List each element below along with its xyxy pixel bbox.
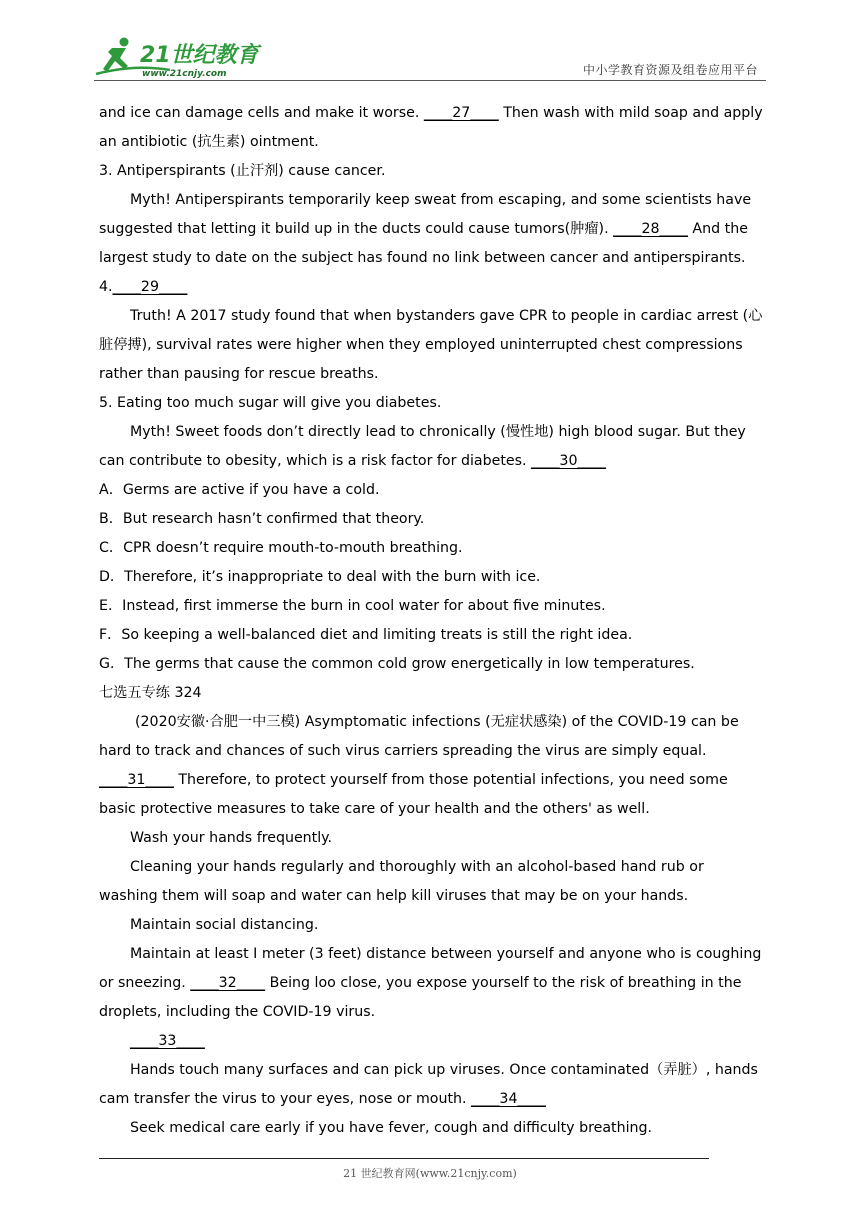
line-text: A．Germs are active if you have a cold. <box>99 482 380 498</box>
line-text: and ice can damage cells and make it worse. <box>99 105 424 121</box>
line-text: 3. Antiperspirants (止汗剂) cause cancer. <box>99 163 386 179</box>
text-line <box>99 882 765 911</box>
logo-url-text: www.21cnjy.com <box>142 69 227 79</box>
text-line <box>99 940 765 969</box>
text-line <box>99 563 765 592</box>
text-line <box>99 273 765 302</box>
text-line <box>99 534 765 563</box>
answer-blank: ____32____ <box>190 975 266 991</box>
line-text: Cleaning your hands regularly and thoroughly with an alcohol-based hand rub or <box>130 859 704 875</box>
header-platform-text: 中小学教育资源及组卷应用平台 <box>582 63 758 77</box>
text-line <box>99 679 765 708</box>
answer-blank: ____31____ <box>99 772 174 788</box>
answer-blank: ____28____ <box>613 221 688 237</box>
text-line <box>99 592 765 621</box>
text-line <box>99 418 765 447</box>
header-divider <box>94 80 766 81</box>
text-line <box>99 621 765 650</box>
line-text: (2020安徽·合肥一中三模) Asymptomatic infections (无症状感染) of the COVID-19 can be <box>135 714 739 730</box>
text-line <box>99 331 765 360</box>
answer-blank: ____27____ <box>423 105 499 121</box>
running-man-logo-icon <box>94 34 264 80</box>
footer-divider <box>99 1158 709 1159</box>
line-text: Maintain at least I meter (3 feet) distance between yourself and anyone who is coughing <box>130 946 762 962</box>
answer-blank: ____29____ <box>112 279 188 295</box>
text-line <box>99 1085 765 1114</box>
line-text: Hands touch many surfaces and can pick up viruses. Once contaminated（弄脏）, hands <box>130 1062 758 1078</box>
answer-blank: ____30____ <box>531 453 606 469</box>
line-text: rather than pausing for rescue breaths. <box>99 366 379 382</box>
line-text: D．Therefore, it’s inappropriate to deal with the burn with ice. <box>99 569 541 585</box>
line-text: can contribute to obesity, which is a risk factor for diabetes. <box>99 453 532 469</box>
line-text: E．Instead, first immerse the burn in cool water for about five minutes. <box>99 598 606 614</box>
line-text: largest study to date on the subject has found no link between cancer and antiperspirants. <box>99 250 746 266</box>
logo-text: 21世纪教育 <box>140 43 259 68</box>
line-text: F．So keeping a well-balanced diet and limiting treats is still the right idea. <box>99 627 633 643</box>
line-text: 脏停搏), survival rates were higher when they employed uninterrupted chest compressions <box>99 337 743 353</box>
text-line <box>99 157 765 186</box>
line-text: Myth! Antiperspirants temporarily keep sweat from escaping, and some scientists have <box>130 192 752 208</box>
text-line <box>99 708 765 737</box>
line-text: or sneezing. <box>99 975 191 991</box>
line-text: droplets, including the COVID-19 virus. <box>99 1004 376 1020</box>
footer-text: 21 世纪教育网(www.21cnjy.com) <box>343 1167 517 1180</box>
answer-blank: ____33____ <box>130 1033 205 1049</box>
text-line <box>99 215 765 244</box>
logo <box>94 34 264 80</box>
text-line <box>99 1056 765 1085</box>
line-text: washing them will soap and water can help kill viruses that may be on your hands. <box>99 888 689 904</box>
text-line <box>99 737 765 766</box>
text-line <box>99 911 765 940</box>
text-line <box>99 99 765 128</box>
line-text: C．CPR doesn’t require mouth-to-mouth breathing. <box>99 540 463 556</box>
text-line <box>99 505 765 534</box>
text-line <box>99 302 765 331</box>
line-text: And the <box>687 221 748 237</box>
line-text: cam transfer the virus to your eyes, nose or mouth. <box>99 1091 472 1107</box>
text-line <box>99 969 765 998</box>
text-line <box>99 824 765 853</box>
answer-blank: ____34____ <box>471 1091 546 1107</box>
line-text: Wash your hands frequently. <box>130 830 333 846</box>
text-line <box>99 1114 765 1143</box>
text-line <box>99 128 765 157</box>
text-line <box>99 360 765 389</box>
text-line <box>99 766 765 795</box>
line-text: G．The germs that cause the common cold grow energetically in low temperatures. <box>99 656 695 672</box>
text-line <box>99 853 765 882</box>
line-text: Therefore, to protect yourself from those potential infections, you need some <box>173 772 728 788</box>
page-header <box>94 34 766 80</box>
text-line <box>99 447 765 476</box>
line-text: 七选五专练 324 <box>99 685 202 701</box>
line-text: Seek medical care early if you have fever, cough and difficulty breathing. <box>130 1120 653 1136</box>
line-text: basic protective measures to take care of your health and the others' as well. <box>99 801 650 817</box>
line-text: Then wash with mild soap and apply <box>498 105 763 121</box>
line-text: Maintain social distancing. <box>130 917 319 933</box>
line-text: B．But research hasn’t confirmed that theory. <box>99 511 425 527</box>
line-text: Myth! Sweet foods don’t directly lead to chronically (慢性地) high blood sugar. But they <box>130 424 746 440</box>
line-text: 5. Eating too much sugar will give you diabetes. <box>99 395 442 411</box>
line-text: an antibiotic (抗生素) ointment. <box>99 134 319 150</box>
text-line <box>99 389 765 418</box>
text-line <box>99 244 765 273</box>
line-text: Truth! A 2017 study found that when bystanders gave CPR to people in cardiac arrest (心 <box>130 308 763 324</box>
line-text: 4. <box>99 279 113 295</box>
text-line <box>99 650 765 679</box>
text-line <box>99 1027 765 1056</box>
line-text: Being loo close, you expose yourself to the risk of breathing in the <box>265 975 742 991</box>
text-line <box>99 795 765 824</box>
text-line <box>99 998 765 1027</box>
line-text: hard to track and chances of such virus carriers spreading the virus are simply equal. <box>99 743 707 759</box>
line-text: suggested that letting it build up in the ducts could cause tumors(肿瘤). <box>99 221 614 237</box>
text-line <box>99 476 765 505</box>
text-line <box>99 186 765 215</box>
document-body <box>99 99 765 1143</box>
